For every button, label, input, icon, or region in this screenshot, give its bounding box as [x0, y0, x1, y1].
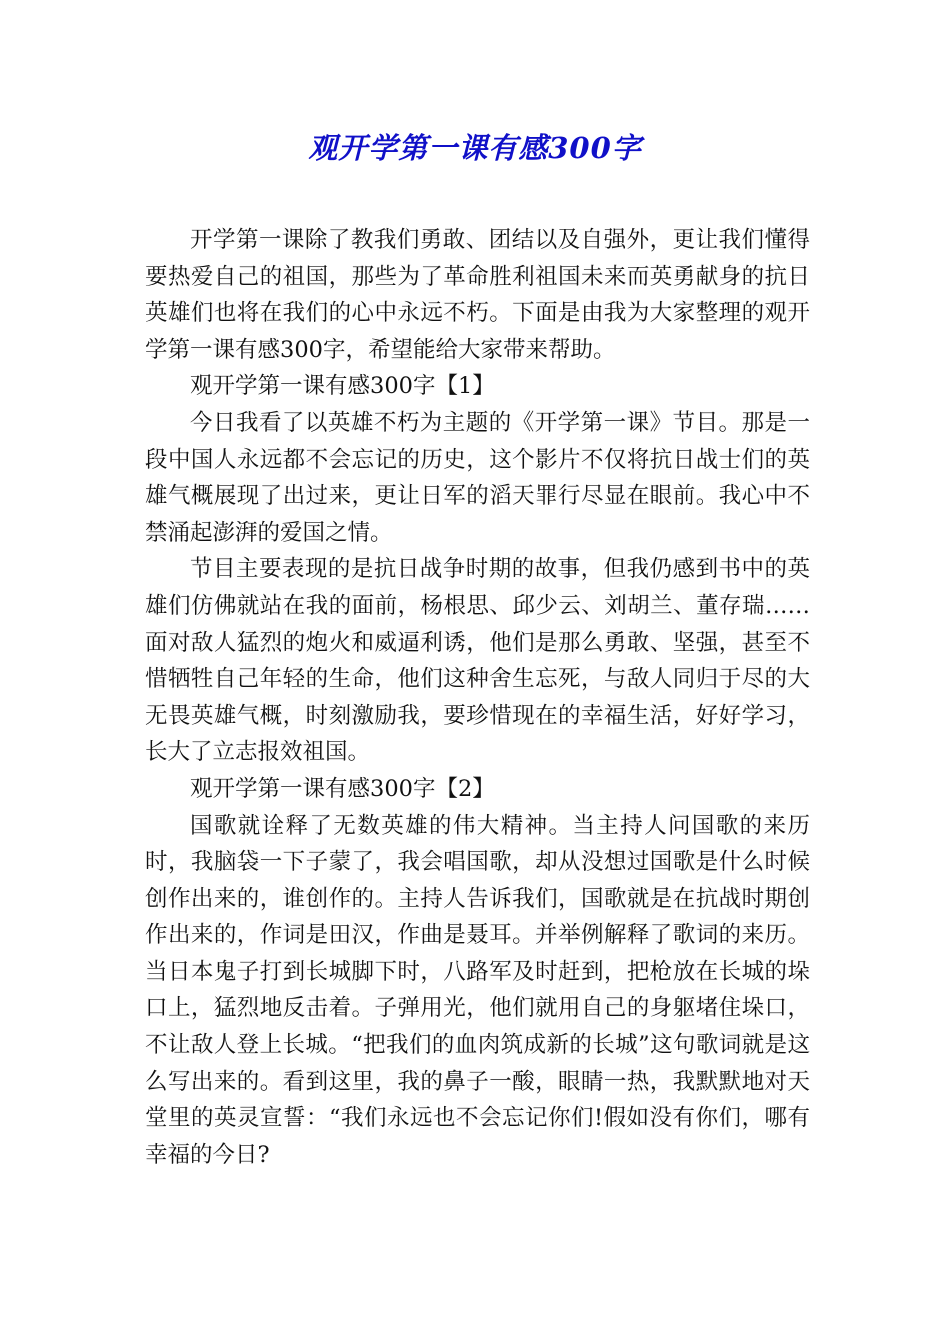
section-2-paragraph-1: 国歌就诠释了无数英雄的伟大精神。当主持人问国歌的来历时，我脑袋一下子蒙了，我会唱国歌，却从没想过国歌是什么时候创作出来的，谁创作的。主持人告诉我们，国歌就是在抗战时期创作出来的，作词是田汉，作曲是聂耳。并举例解释了歌词的来历。当日本鬼子打到长城脚下时，八路军及时赶到，把枪放在长城的垛口上，猛烈地反击着。子弹用光，他们就用自己的身躯堵住垛口，不让敌人登上长城。“把我们的血肉筑成新的长城”这句歌词就是这么写出来的。看到这里，我的鼻子一酸，眼睛一热，我默默地对天堂里的英灵宣誓：“我们永远也不会忘记你们!假如没有你们，哪有幸福的今日?: [145, 812, 810, 1168]
section-1-paragraph-1: 今日我看了以英雄不朽为主题的《开学第一课》节目。那是一段中国人永远都不会忘记的历史，这个影片不仅将抗日战士们的英雄气概展现了出过来，更让日军的滔天罪行尽显在眼前。我心中不禁涌起澎湃的爱国之情。: [145, 409, 810, 546]
intro-paragraph: 开学第一课除了教我们勇敢、团结以及自强外，更让我们懂得要热爱自己的祖国，那些为了革命胜利祖国未来而英勇献身的抗日英雄们也将在我们的心中永远不朽。下面是由我为大家整理的观开学第一课有感300字，希望能给大家带来帮助。: [145, 227, 810, 363]
document-title: 观开学第一课有感300字: [308, 131, 642, 165]
section-heading-2: 观开学第一课有感300字【2】: [190, 775, 495, 802]
section-heading-1: 观开学第一课有感300字【1】: [190, 373, 495, 400]
document-body: [145, 222, 810, 1173]
section-1-paragraph-2: 节目主要表现的是抗日战争时期的故事，但我仍感到书中的英雄们仿佛就站在我的面前，杨根思、邱少云、刘胡兰、董存瑞……面对敌人猛烈的炮火和威逼利诱，他们是那么勇敢、坚强，甚至不惜牺牲自己年轻的生命，他们这种舍生忘死，与敌人同归于尽的大无畏英雄气概，时刻激励我，要珍惜现在的幸福生活，好好学习，长大了立志报效祖国。: [145, 556, 810, 766]
